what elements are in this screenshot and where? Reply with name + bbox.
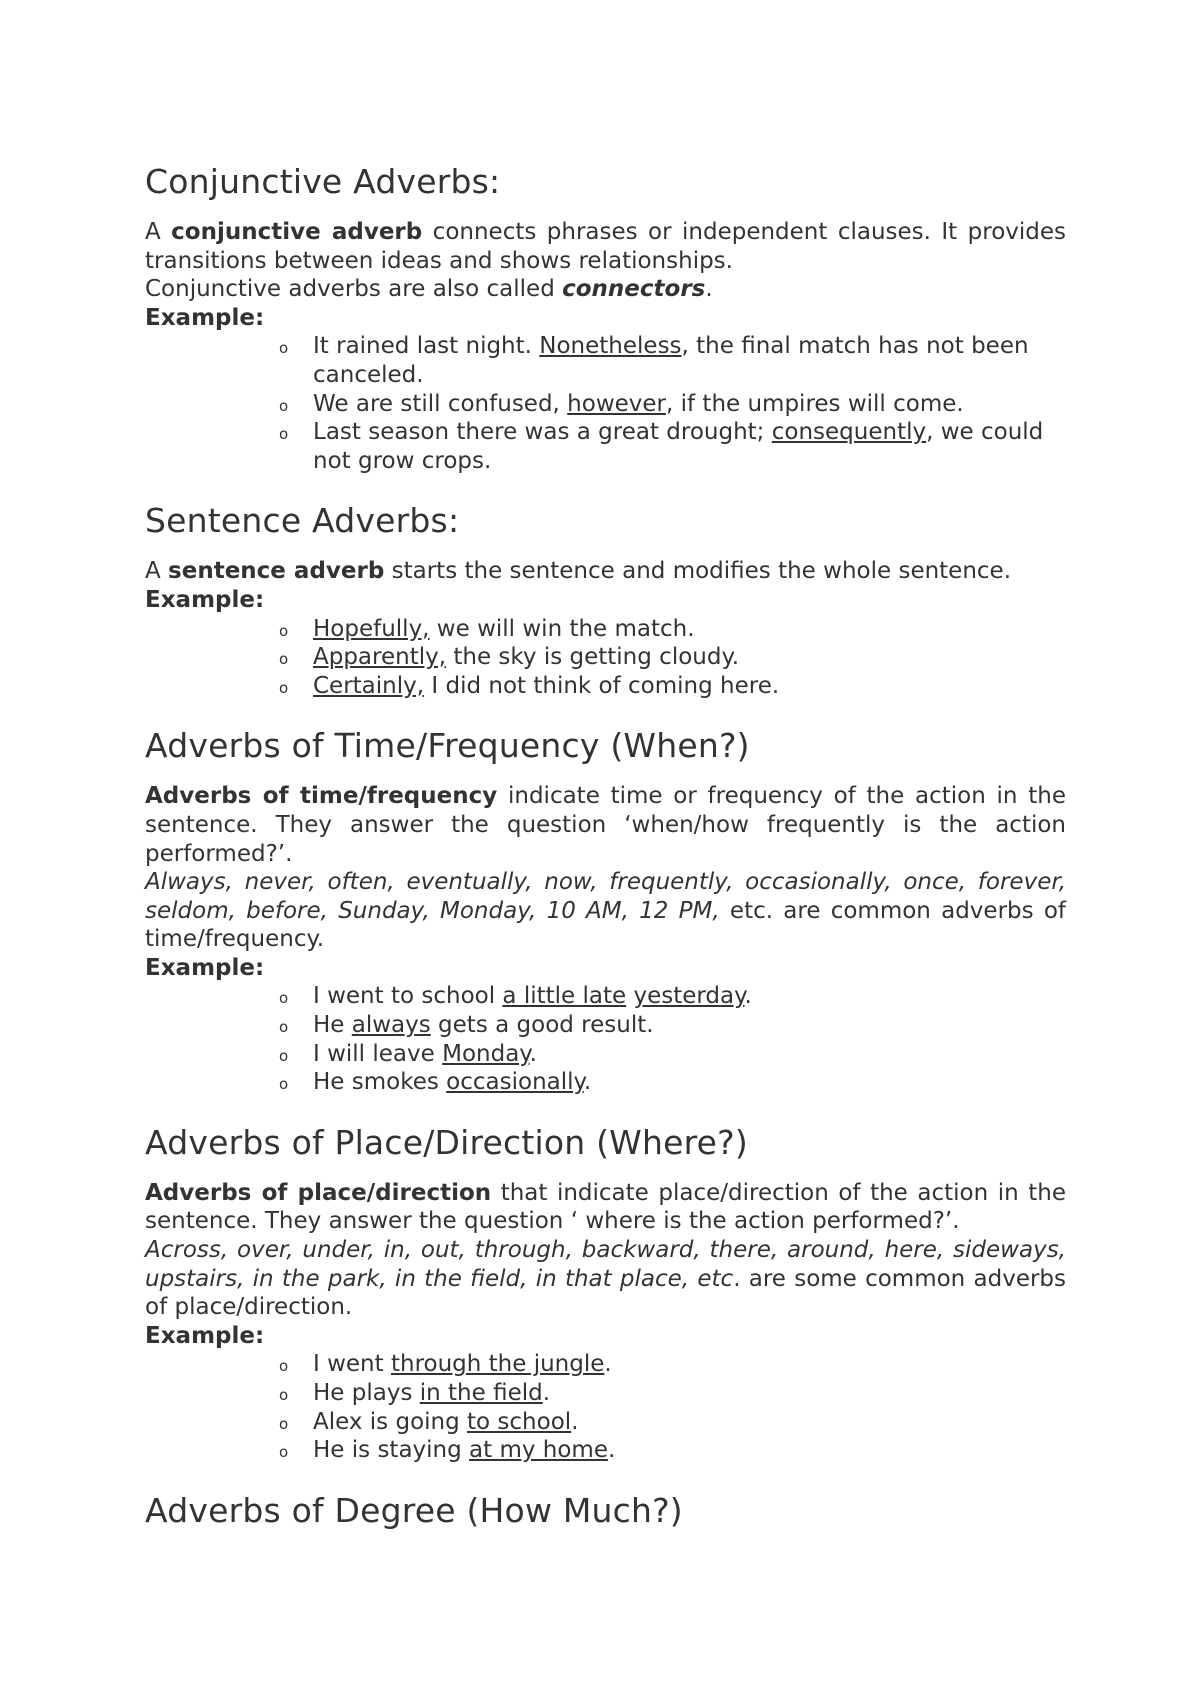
list-item [279, 390, 1066, 419]
bullet-icon: o [279, 1414, 289, 1433]
section-place-direction [145, 1121, 1066, 1465]
text: . [608, 1437, 616, 1464]
underlined-adverb: Apparently, [313, 644, 447, 671]
bullet-icon: o [279, 425, 289, 444]
section-heading: Conjunctive Adverbs: [145, 162, 501, 201]
text: . [529, 1040, 537, 1067]
definition-paragraph [145, 218, 1066, 275]
list-item [279, 1040, 1066, 1069]
definition-paragraph [145, 782, 1066, 868]
underlined-adverb: Nonetheless [539, 333, 682, 360]
section-heading: Adverbs of Place/Direction (Where?) [145, 1122, 748, 1162]
underlined-adverb: Hopefully, [313, 615, 430, 642]
example-label: Example: [145, 304, 265, 331]
bullet-icon: o [279, 1357, 289, 1376]
bullet-icon: o [279, 1046, 289, 1065]
text: starts the sentence and modifies the whole sentence. [384, 558, 1012, 585]
underlined-adverb: through the jungle [390, 1351, 605, 1378]
text: . [604, 1351, 612, 1378]
text: We are still confused, [313, 390, 568, 417]
text: It rained last night. [313, 333, 540, 360]
text: we will win the match. [429, 615, 695, 642]
bullet-icon: o [279, 1443, 289, 1462]
text: I will leave [313, 1040, 443, 1067]
common-adverbs-paragraph [145, 868, 1066, 954]
term-bold: Adverbs of time/frequency [145, 783, 498, 810]
text: , if the umpires will come. [666, 390, 964, 417]
text: , the final match has not been canceled. [313, 333, 1029, 388]
bullet-icon: o [279, 989, 289, 1008]
list-item [279, 1436, 1066, 1465]
text: I did not think of coming here. [424, 672, 780, 699]
section-degree [145, 1489, 1066, 1533]
definition-paragraph [145, 557, 1066, 586]
text: , we could not grow crops. [313, 419, 1044, 474]
bullet-icon: o [279, 621, 289, 640]
section-heading: Adverbs of Time/Frequency (When?) [145, 726, 750, 766]
underlined-adverb: occasionally [446, 1069, 584, 1096]
text: . [542, 1380, 551, 1406]
example-list [145, 615, 1066, 701]
text: . [744, 983, 752, 1010]
term-bold: conjunctive adverb [171, 219, 423, 245]
underlined-adverb: Certainly, [313, 672, 425, 699]
term-bold-italic: connectors [562, 276, 706, 303]
adverb-list-italic: Across, over, under, in, out, through, backward, there, around, here, sideways, upstairs, in the park, in the field, in that place, etc [145, 1237, 1066, 1292]
text: He plays [313, 1380, 420, 1406]
list-item [279, 982, 1066, 1011]
text: He smokes [313, 1069, 447, 1096]
definition-paragraph [145, 1179, 1066, 1236]
section-sentence-adverbs [145, 499, 1066, 700]
bullet-icon: o [279, 678, 289, 697]
section-heading: Adverbs of Degree (How Much?) [145, 1490, 683, 1530]
example-list [145, 1350, 1066, 1464]
bullet-icon: o [279, 1386, 289, 1404]
bullet-icon: o [279, 396, 289, 415]
bullet-icon: o [279, 1018, 289, 1037]
bullet-icon: o [279, 1075, 289, 1094]
section-time-frequency [145, 724, 1066, 1097]
underlined-adverb: at my home [469, 1437, 608, 1464]
common-adverbs-paragraph [145, 1236, 1066, 1322]
underlined-adverb: yesterday [633, 983, 745, 1010]
section-conjunctive-adverbs [145, 160, 1066, 475]
text: . [583, 1069, 592, 1096]
underlined-adverb: Monday [442, 1040, 530, 1067]
bullet-icon: o [279, 339, 289, 358]
text: . [705, 276, 713, 303]
text: . [571, 1408, 579, 1435]
example-list [145, 332, 1066, 475]
list-item [279, 418, 1066, 475]
text: indicate time or frequency of the action in the sentence. They answer the question ‘when/how frequently is the action performed?’. [145, 783, 1066, 867]
list-item [279, 1068, 1066, 1097]
list-item [279, 332, 1066, 389]
text: Last season there was a great drought; [313, 419, 772, 446]
text: I went to school [313, 983, 503, 1010]
example-label: Example: [145, 1322, 265, 1349]
term-bold: sentence adverb [168, 558, 385, 585]
list-item [279, 615, 1066, 644]
underlined-adverb: to school [467, 1408, 572, 1435]
example-label: Example: [145, 954, 265, 981]
text: He [313, 1012, 352, 1039]
list-item [279, 672, 1066, 701]
bullet-icon: o [279, 650, 289, 669]
text: gets a good result. [430, 1012, 654, 1039]
underlined-adverb: however [567, 390, 666, 417]
text: the sky is getting cloudy. [446, 644, 740, 671]
text: I went [313, 1351, 391, 1378]
text: He is staying [313, 1437, 470, 1464]
list-item [279, 1379, 1066, 1408]
underlined-adverb: consequently [771, 419, 927, 446]
underlined-adverb: in the field [419, 1380, 543, 1406]
also-called-paragraph [145, 275, 1066, 304]
text: connects phrases or independent clauses. It provides transitions between ideas and shows relationships. [145, 219, 1066, 274]
list-item [279, 1408, 1066, 1437]
term-bold: Adverbs of place/direction [145, 1179, 492, 1206]
text: Alex is going [313, 1408, 468, 1435]
list-item [279, 1011, 1066, 1040]
underlined-adverb: a little late [502, 983, 627, 1010]
adverb-list-italic: Always, never, often, eventually, now, frequently, occasionally, once, forever, seldom, before, Sunday, Monday, 10 AM, 12 PM, [145, 869, 1066, 924]
list-item [279, 643, 1066, 672]
example-label: Example: [145, 586, 265, 613]
underlined-adverb: always [351, 1012, 431, 1039]
section-heading: Sentence Adverbs: [145, 501, 460, 541]
text: . are some common adverbs of place/direction. [145, 1265, 1067, 1321]
text: A [145, 558, 169, 585]
example-list [145, 982, 1066, 1096]
text: A [145, 219, 172, 245]
text: etc. are common adverbs of time/frequency. [145, 897, 1067, 953]
list-item [279, 1350, 1066, 1379]
text: Conjunctive adverbs are also called [145, 276, 563, 303]
text: that indicate place/direction of the action in the sentence. They answer the question ‘ where is the action performed?’. [145, 1179, 1066, 1235]
